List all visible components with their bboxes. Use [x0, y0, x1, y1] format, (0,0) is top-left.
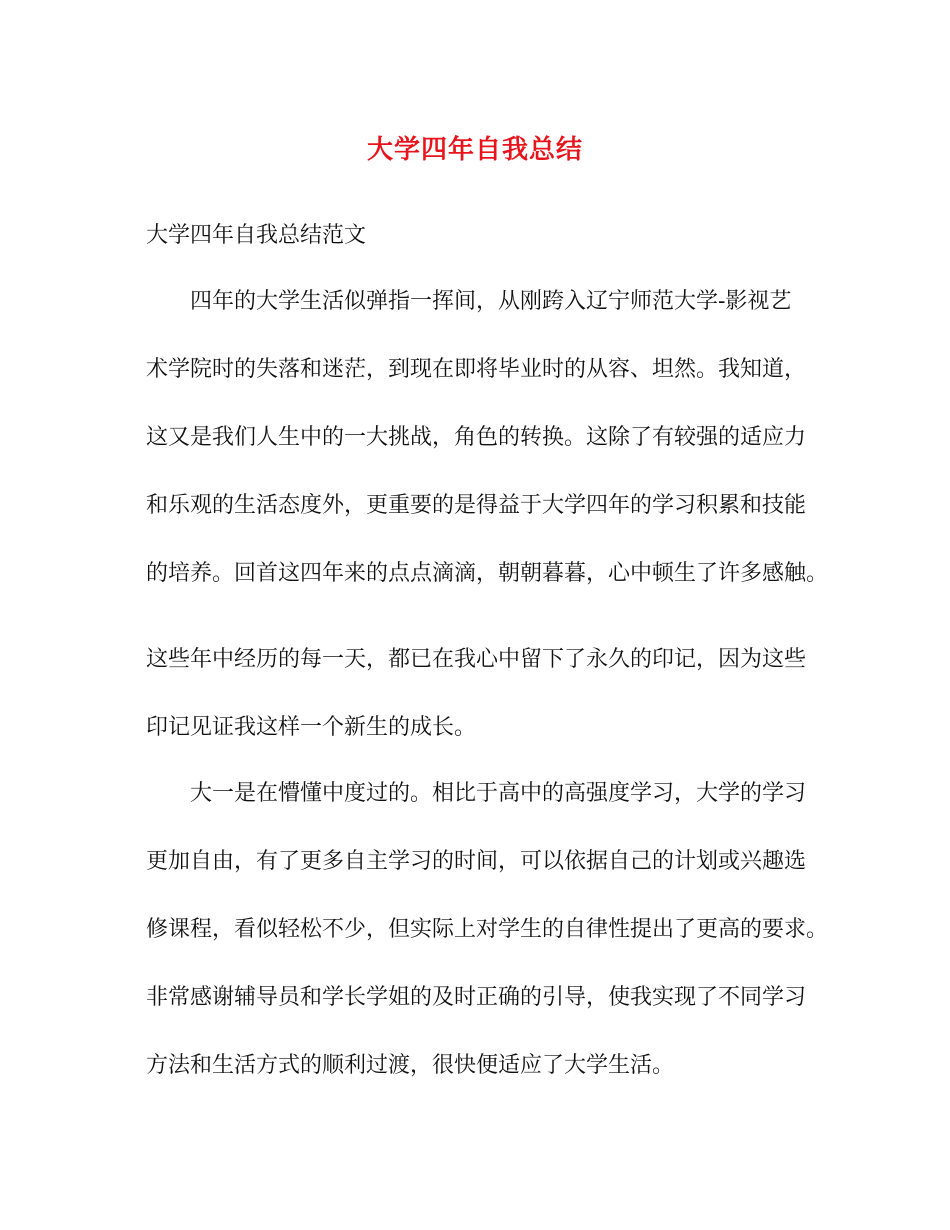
paragraph-line: 这些年中经历的每一天，都已在我心中留下了永久的印记，因为这些 [146, 647, 807, 672]
paragraph-line: 更加自由，有了更多自主学习的时间，可以依据自己的计划或兴趣选 [146, 849, 807, 874]
document-title: 大学四年自我总结 [366, 135, 583, 165]
paragraph-line: 大一是在懵懂中度过的。相比于高中的高强度学习，大学的学习 [190, 781, 807, 806]
paragraph-line: 印记见证我这样一个新生的成长。 [146, 715, 477, 740]
document-subtitle: 大学四年自我总结范文 [146, 223, 367, 248]
paragraph-line: 这又是我们人生中的一大挑战，角色的转换。这除了有较强的适应力 [146, 425, 807, 450]
paragraph-line: 的培养。回首这四年来的点点滴滴，朝朝暮暮，心中顿生了许多感触。 [146, 561, 829, 586]
paragraph-line: 和乐观的生活态度外，更重要的是得益于大学四年的学习积累和技能 [146, 493, 807, 518]
paragraph-line: 方法和生活方式的顺利过渡，很快便适应了大学生活。 [146, 1053, 675, 1078]
paragraph-line: 术学院时的失落和迷茫，到现在即将毕业时的从容、坦然。我知道， [146, 357, 807, 382]
paragraph-line: 四年的大学生活似弹指一挥间，从刚跨入辽宁师范大学-影视艺 [190, 289, 792, 314]
paragraph-line: 修课程，看似轻松不少，但实际上对学生的自律性提出了更高的要求。 [146, 917, 829, 942]
paragraph-line: 非常感谢辅导员和学长学姐的及时正确的引导，使我实现了不同学习 [146, 985, 807, 1010]
